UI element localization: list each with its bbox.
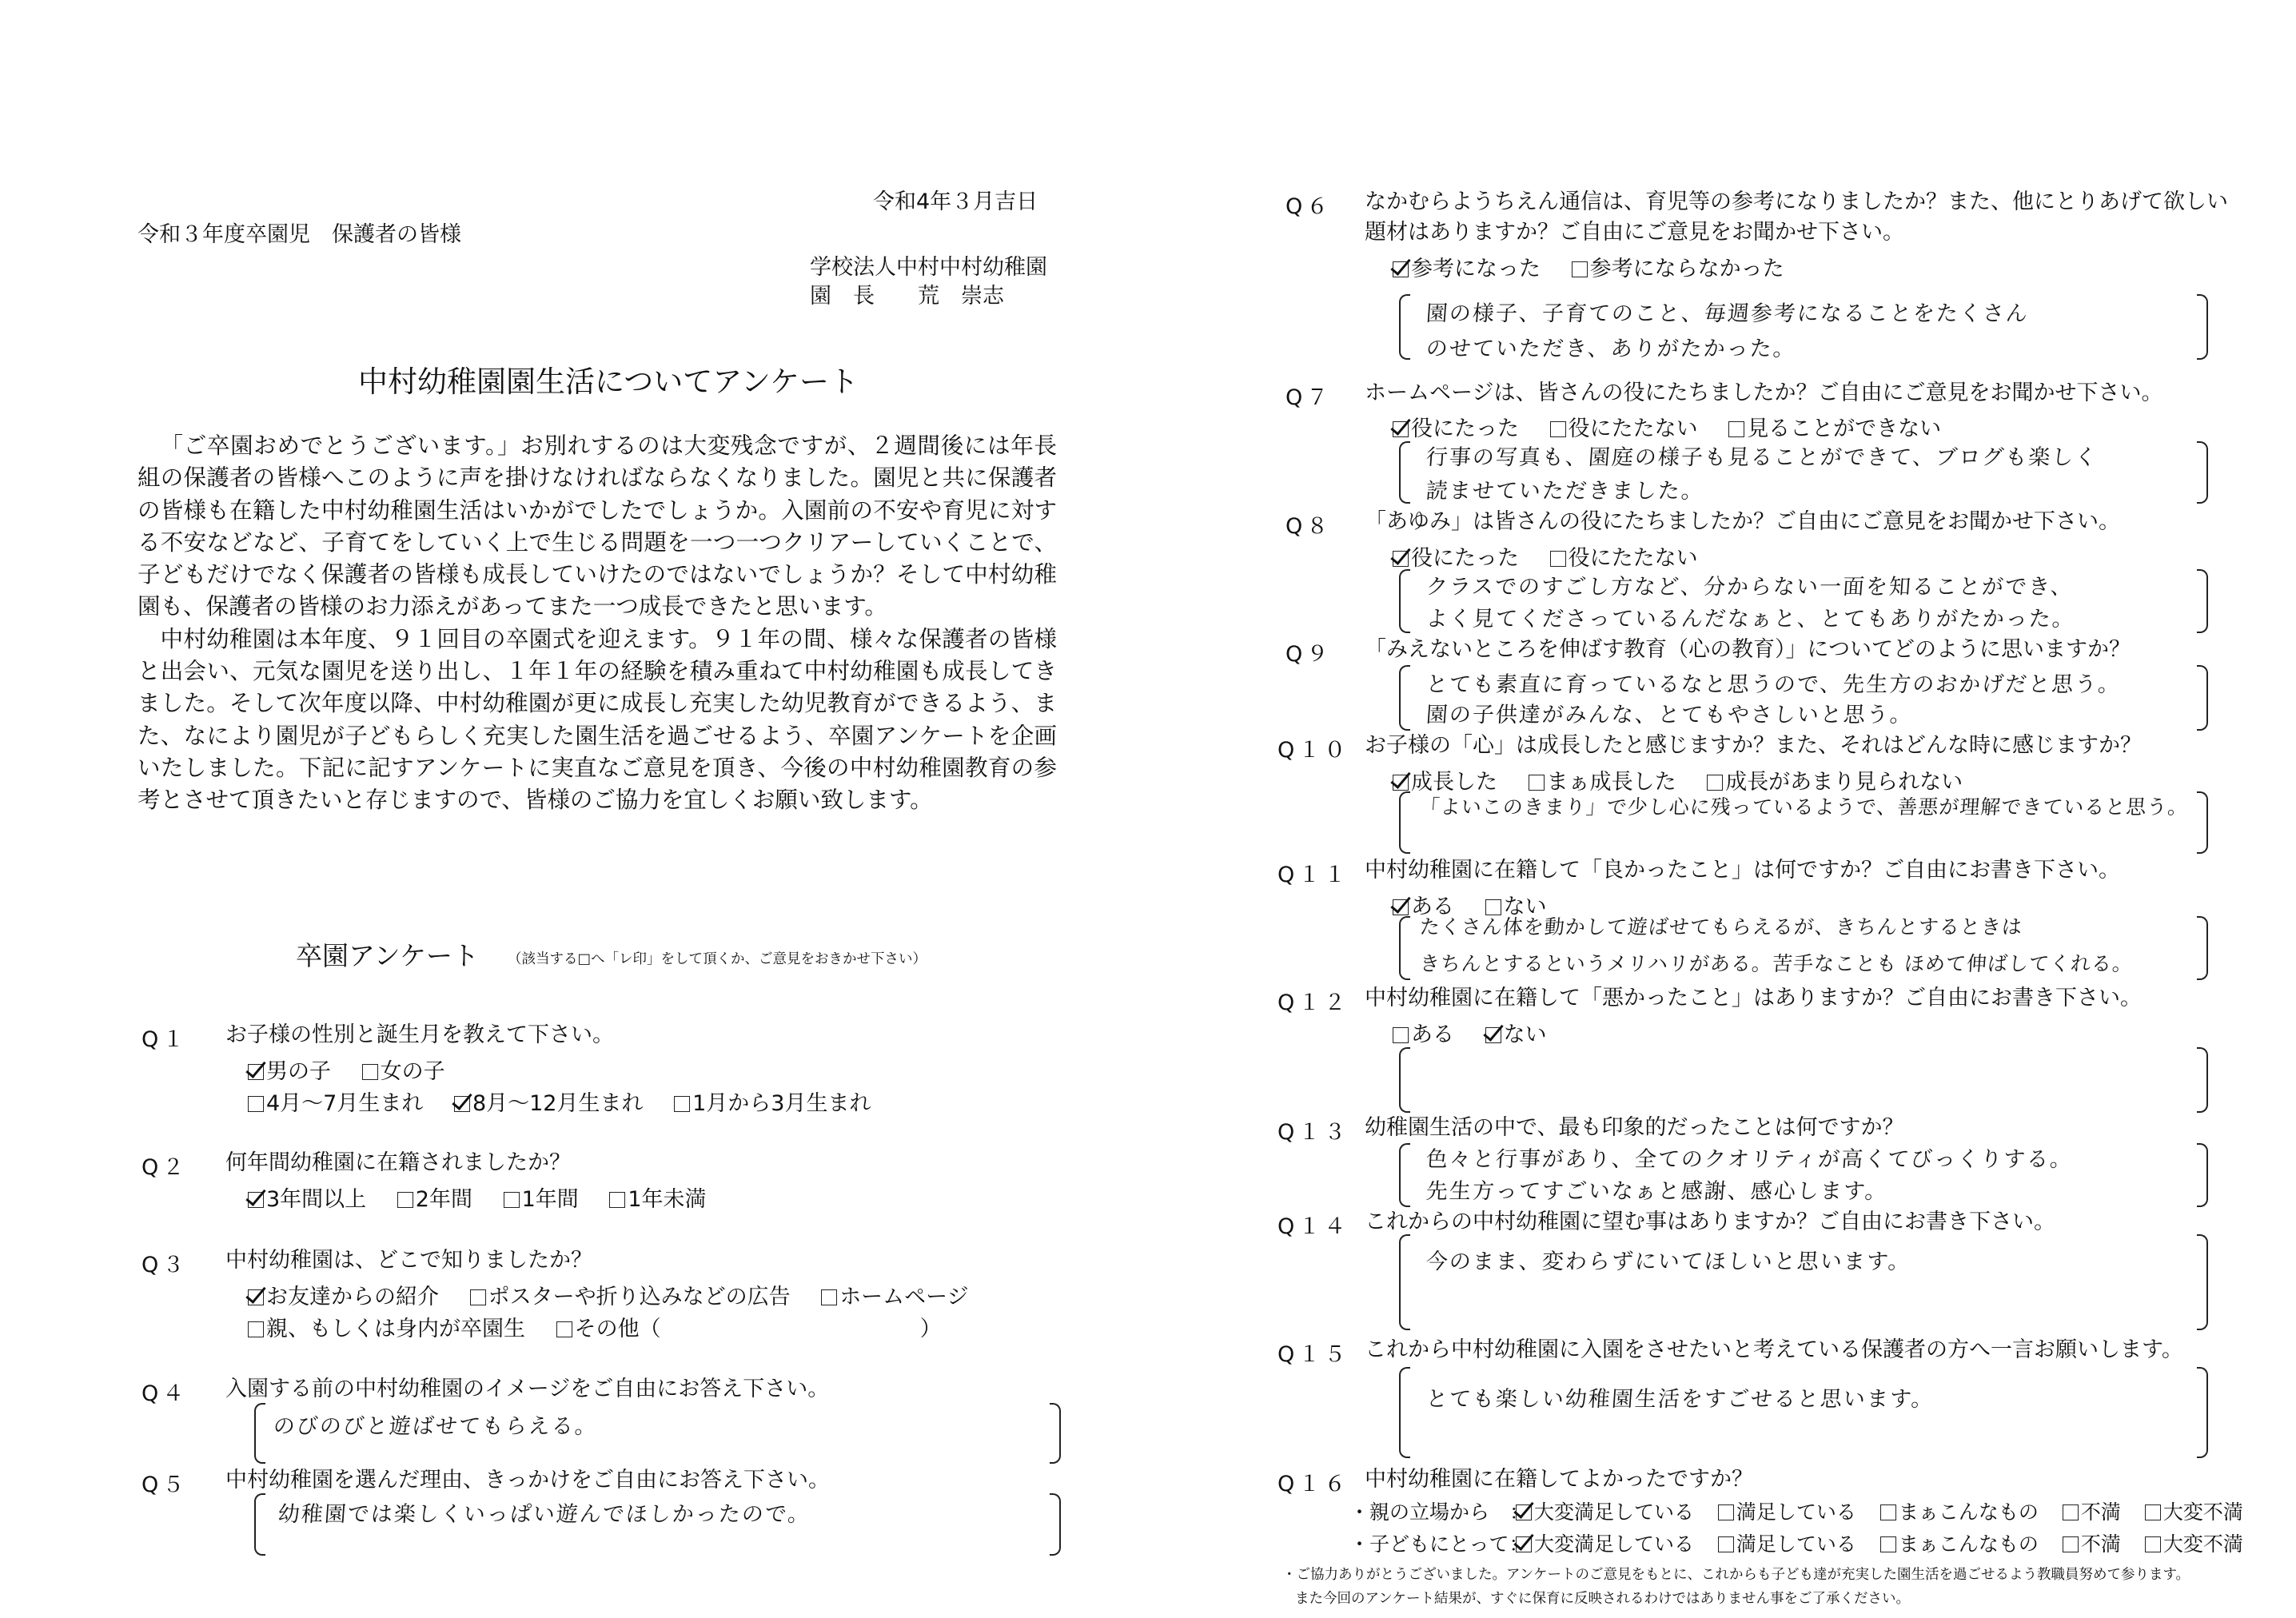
- answer-bracket-left: [254, 1403, 265, 1464]
- option-so-so[interactable]: まぁこんなもの: [1880, 1496, 2039, 1525]
- intro-paragraph: 「ご卒園おめでとうございます。」お別れするのは大変残念ですが、２週間後には年長組の保護者の皆様へこのように声を掛けなければならなくなりました。園児と共に保護者の皆様も在籍した中村幼稚園生活はいかがでしたでしょうか。入園前の不安や育児に対する不安などなど、子育てをしていく上で生じる問題を一つ一つクリアーしていくことで、子どもだけでなく保護者の皆様も成長していけたのではないでしょうか？そして中村幼稚園も、保護者の皆様のお力添えがあってまた一つ成長できたと思います。: [138, 432, 1057, 620]
- question-number: Q１２: [1278, 990, 1350, 1015]
- checkbox[interactable]: [1718, 1504, 1734, 1520]
- question-number: Q６: [1286, 194, 1333, 219]
- answer-bracket-left: [1399, 916, 1410, 980]
- answer-bracket-left: [254, 1493, 265, 1556]
- question-number: Q１３: [1278, 1120, 1350, 1145]
- checkbox[interactable]: [2145, 1504, 2161, 1520]
- option-satisfied[interactable]: 満足している: [1718, 1496, 1856, 1525]
- checkbox[interactable]: [1550, 551, 1566, 567]
- option-very-satisfied[interactable]: 大変満足している: [1516, 1496, 1694, 1525]
- option-so-so[interactable]: まぁこんなもの: [1880, 1528, 2039, 1557]
- answer-bracket-right: [2197, 1047, 2208, 1113]
- handwritten-answer: よく見てくださっているんだなぁと、とてもありがたかった。: [1425, 607, 2076, 632]
- handwritten-answer: 「よいこのきまり」で少し心に残っているようで、善悪が理解できていると思う。: [1418, 795, 2190, 819]
- question-text: これからの中村幼稚園に望む事はありますか？ご自由にお書き下さい。: [1365, 1210, 2055, 1234]
- question-number: Q１６: [1278, 1472, 1350, 1496]
- handwritten-answer: 色々と行事があり、全てのクオリティが高くてびっくりする。: [1425, 1147, 2075, 1172]
- question-text: 入園する前の中村幼稚園のイメージをご自由にお答え下さい。: [225, 1377, 830, 1401]
- handwritten-answer: 読ませていただきました。: [1425, 479, 1705, 504]
- question-text: なかむらようちえん通信は、育児等の参考になりましたか？また、他にとりあげて欲しい: [1365, 189, 2228, 214]
- footer-note: また今回のアンケート結果が、すぐに保育に反映されるわけではありません事をご了承ください。: [1295, 1591, 1910, 1607]
- question-number: Q１: [142, 1027, 189, 1052]
- answer-bracket-right: [2197, 916, 2208, 980]
- date: 令和4年３月吉日: [873, 189, 1038, 214]
- school-name: 学校法人中村中村幼稚園: [810, 255, 1047, 280]
- option-poster-ad[interactable]: ポスターや折り込みなどの広告: [470, 1279, 791, 1310]
- question-number: Q１１: [1278, 863, 1350, 887]
- handwritten-answer: とても楽しい幼稚園生活をすごせると思います。: [1425, 1387, 1935, 1412]
- answer-bracket-left: [1399, 294, 1410, 360]
- handwritten-answer: 幼稚園では楽しくいっぱい遊んでほしかったので。: [277, 1502, 812, 1527]
- option-family-alumni[interactable]: 親、もしくは身内が卒園生: [248, 1311, 525, 1342]
- option-cannot-view[interactable]: 見ることができない: [1728, 411, 1941, 442]
- option-homepage[interactable]: ホームページ: [821, 1279, 968, 1310]
- question-text: 中村幼稚園に在籍して「悪かったこと」はありますか？ご自由にお書き下さい。: [1365, 986, 2142, 1010]
- option-other[interactable]: その他（ ）: [556, 1311, 942, 1342]
- checkbox[interactable]: [821, 1289, 837, 1305]
- principal-name: 園 長 荒 崇志: [810, 284, 1004, 309]
- row-label: ・親の立場から ：: [1349, 1500, 1530, 1524]
- recipient: 令和３年度卒園児 保護者の皆様: [138, 222, 461, 247]
- checkbox[interactable]: [2063, 1536, 2079, 1552]
- option-very-dissatisfied[interactable]: 大変不満: [2145, 1528, 2243, 1557]
- handwritten-answer: 園の子供達がみんな、とてもやさしいと思う。: [1425, 703, 1914, 727]
- option-no-growth[interactable]: 成長があまり見られない: [1707, 764, 1963, 795]
- option-very-dissatisfied[interactable]: 大変不満: [2145, 1496, 2243, 1525]
- handwritten-answer: のせていただき、ありがたかった。: [1425, 337, 1797, 361]
- answer-bracket-right: [2197, 791, 2208, 854]
- handwritten-answer: 行事の写真も、園庭の様子も見ることができて、ブログも楽しく: [1425, 445, 2099, 470]
- question-text-line2: 題材はありますか？ご自由にご意見をお聞かせ下さい。: [1365, 220, 1904, 245]
- checkbox-checked[interactable]: [1485, 1027, 1501, 1043]
- option-2-years[interactable]: 2年間: [397, 1182, 472, 1213]
- question-text: 幼稚園生活の中で、最も印象的だったことは何ですか？: [1365, 1115, 1904, 1140]
- option-3-years[interactable]: 3年間以上: [248, 1182, 366, 1213]
- checkbox-checked[interactable]: [248, 1192, 264, 1208]
- option-not-useful[interactable]: 役にたたない: [1550, 411, 1698, 442]
- checkbox[interactable]: [2145, 1536, 2161, 1552]
- checkbox[interactable]: [2063, 1504, 2079, 1520]
- option-useful[interactable]: 役にたった: [1393, 540, 1519, 572]
- row-label: ・子どもにとって：: [1349, 1532, 1529, 1556]
- checkbox-checked[interactable]: [1516, 1504, 1532, 1520]
- option-dissatisfied[interactable]: 不満: [2063, 1496, 2121, 1525]
- option-yes[interactable]: ある: [1393, 1017, 1454, 1048]
- answer-bracket-left: [1399, 1367, 1410, 1458]
- question-text: これから中村幼稚園に入園をさせたいと考えている保護者の方へ一言お願いします。: [1365, 1337, 2183, 1362]
- answer-bracket-right: [2197, 569, 2208, 633]
- checkbox[interactable]: [1718, 1536, 1734, 1552]
- answer-bracket-right: [2197, 1143, 2208, 1207]
- question-number: Q２: [142, 1155, 189, 1180]
- option-helpful[interactable]: 参考になった: [1393, 251, 1541, 282]
- satisfaction-row-child: [1349, 1528, 2243, 1557]
- option-under-1-year[interactable]: 1年未満: [609, 1182, 706, 1213]
- checkbox[interactable]: [1880, 1504, 1896, 1520]
- checkbox[interactable]: [397, 1192, 413, 1208]
- handwritten-answer: のびのびと遊ばせてもらえる。: [272, 1414, 599, 1439]
- checkbox-checked[interactable]: [454, 1096, 470, 1112]
- checkbox-checked[interactable]: [248, 1289, 264, 1305]
- question-text: 「あゆみ」は皆さんの役にたちましたか？ご自由にご意見をお聞かせ下さい。: [1365, 509, 2120, 534]
- checkbox-checked[interactable]: [248, 1064, 264, 1080]
- checkbox[interactable]: [362, 1064, 378, 1080]
- option-grew[interactable]: 成長した: [1393, 764, 1497, 795]
- option-no[interactable]: ない: [1485, 1017, 1547, 1048]
- checkbox[interactable]: [248, 1321, 264, 1337]
- question-text: 中村幼稚園に在籍して「良かったこと」は何ですか？ご自由にお書き下さい。: [1365, 858, 2120, 883]
- checkbox[interactable]: [1880, 1536, 1896, 1552]
- question-text: お子様の性別と誕生月を教えて下さい。: [225, 1022, 614, 1047]
- question-number: Q３: [142, 1253, 189, 1277]
- option-not-useful[interactable]: 役にたたない: [1550, 540, 1698, 572]
- checkbox[interactable]: [609, 1192, 625, 1208]
- checkbox[interactable]: [1529, 775, 1545, 791]
- question-text: 中村幼稚園は、どこで知りましたか？: [225, 1248, 592, 1273]
- question-text: ホームページは、皆さんの役にたちましたか？ご自由にご意見をお聞かせ下さい。: [1365, 381, 2163, 405]
- option-very-satisfied[interactable]: 大変満足している: [1516, 1528, 1694, 1557]
- option-no[interactable]: ない: [1485, 889, 1547, 920]
- option-female[interactable]: 女の子: [362, 1054, 445, 1085]
- option-friend-referral[interactable]: お友達からの紹介: [248, 1279, 439, 1310]
- survey-instruction: （該当する□へ「レ印」をして頂くか、ご意見をおきかせ下さい）: [508, 951, 927, 967]
- question-number: Q４: [142, 1381, 189, 1406]
- answer-bracket-left: [1399, 441, 1410, 504]
- checkbox[interactable]: [504, 1192, 520, 1208]
- checkbox-checked[interactable]: [1393, 421, 1409, 437]
- handwritten-answer: 園の様子、子育てのこと、毎週参考になることをたくさん: [1425, 301, 2030, 326]
- checkbox[interactable]: [1550, 421, 1566, 437]
- answer-bracket-right: [1050, 1403, 1061, 1464]
- survey-title: 卒園アンケート: [296, 940, 480, 971]
- intro-text: [138, 430, 1057, 817]
- checkbox-checked[interactable]: [1393, 775, 1409, 791]
- option-jan-mar[interactable]: 1月から3月生まれ: [674, 1086, 871, 1117]
- answer-bracket-left: [1399, 1234, 1410, 1330]
- question-text: お子様の「心」は成長したと感じますか？また、それはどんな時に感じますか？: [1365, 733, 2142, 758]
- question-text: 中村幼稚園に在籍してよかったですか？: [1365, 1467, 1753, 1492]
- answer-bracket-right: [2197, 294, 2208, 360]
- handwritten-answer: 先生方ってすごいなぁと感謝、感心します。: [1425, 1179, 1889, 1204]
- checkbox[interactable]: [248, 1096, 264, 1112]
- document-title: 中村幼稚園園生活についてアンケート: [358, 365, 859, 399]
- answer-bracket-left: [1399, 1047, 1410, 1113]
- option-dissatisfied[interactable]: 不満: [2063, 1528, 2121, 1557]
- option-yes[interactable]: ある: [1393, 889, 1454, 920]
- checkbox-checked[interactable]: [1393, 551, 1409, 567]
- handwritten-answer: 今のまま、変わらずにいてほしいと思います。: [1425, 1249, 1912, 1274]
- question-text: 中村幼稚園を選んだ理由、きっかけをご自由にお答え下さい。: [225, 1468, 830, 1492]
- checkbox[interactable]: [1707, 775, 1723, 791]
- question-text: 「みえないところを伸ばす教育（心の教育）」についてどのように思いますか？: [1365, 637, 2131, 662]
- answer-bracket-right: [2197, 1234, 2208, 1330]
- option-not-helpful[interactable]: 参考にならなかった: [1572, 251, 1784, 282]
- intro-paragraph: 中村幼稚園は本年度、９１回目の卒園式を迎えます。９１年の間、様々な保護者の皆様と出会い、元気な園児を送り出し、１年１年の経験を積み重ねて中村幼稚園も成長してきました。そして次年度以降、中村幼稚園が更に成長し充実した幼児教育ができるよう、また、なにより園児が子どもらしく充実した園生活を過ごせるよう、卒園アンケートを企画いたしました。下記に記すアンケートに実直なご意見を頂き、今後の中村幼稚園教育の参考とさせて頂きたいと存じますので、皆様のご協力を宜しくお願い致します。: [138, 625, 1057, 814]
- handwritten-answer: とても素直に育っているなと思うので、先生方のおかげだと思う。: [1425, 672, 2123, 697]
- answer-bracket-left: [1399, 569, 1410, 633]
- question-number: Q９: [1286, 642, 1333, 667]
- answer-bracket-right: [2197, 441, 2208, 504]
- question-number: Q８: [1286, 514, 1333, 539]
- question-number: Q１０: [1278, 738, 1350, 763]
- option-somewhat-grew[interactable]: まぁ成長した: [1529, 764, 1676, 795]
- question-number: Q１５: [1278, 1342, 1350, 1367]
- checkbox-checked[interactable]: [1393, 261, 1409, 277]
- question-number: Q１４: [1278, 1214, 1350, 1239]
- option-male[interactable]: 男の子: [248, 1054, 331, 1085]
- checkbox[interactable]: [1572, 261, 1588, 277]
- checkbox-checked[interactable]: [1393, 899, 1409, 915]
- option-1-year[interactable]: 1年間: [504, 1182, 579, 1213]
- satisfaction-row-parent: [1349, 1496, 2243, 1525]
- checkbox[interactable]: [1393, 1027, 1409, 1043]
- answer-bracket-left: [1399, 1143, 1410, 1207]
- handwritten-answer: たくさん体を動かして遊ばせてもらえるが、きちんとするときは: [1418, 915, 2023, 939]
- checkbox[interactable]: [470, 1289, 486, 1305]
- footer-note: ・ご協力ありがとうございました。アンケートのご意見をもとに、これからも子ども達が充実した園生活を過ごせるよう教職員努めて参ります。: [1282, 1567, 2190, 1583]
- answer-bracket-left: [1399, 665, 1410, 731]
- question-number: Q７: [1286, 385, 1333, 410]
- checkbox[interactable]: [556, 1321, 572, 1337]
- question-text: 何年間幼稚園に在籍されましたか？: [225, 1150, 571, 1175]
- option-useful[interactable]: 役にたった: [1393, 411, 1519, 442]
- checkbox-checked[interactable]: [1516, 1536, 1532, 1552]
- handwritten-answer: クラスでのすごし方など、分からない一面を知ることができ、: [1425, 575, 2075, 600]
- option-aug-dec[interactable]: 8月～12月生まれ: [454, 1086, 644, 1117]
- handwritten-answer: きちんとするというメリハリがある。苦手なことも ほめて伸ばしてくれる。: [1418, 952, 2135, 975]
- checkbox[interactable]: [674, 1096, 690, 1112]
- answer-bracket-left: [1399, 791, 1410, 854]
- answer-bracket-right: [2197, 1367, 2208, 1458]
- option-satisfied[interactable]: 満足している: [1718, 1528, 1856, 1557]
- question-number: Q５: [142, 1473, 189, 1497]
- option-apr-jul[interactable]: 4月～7月生まれ: [248, 1086, 423, 1117]
- answer-bracket-right: [1050, 1493, 1061, 1556]
- answer-bracket-right: [2197, 665, 2208, 731]
- checkbox[interactable]: [1728, 421, 1744, 437]
